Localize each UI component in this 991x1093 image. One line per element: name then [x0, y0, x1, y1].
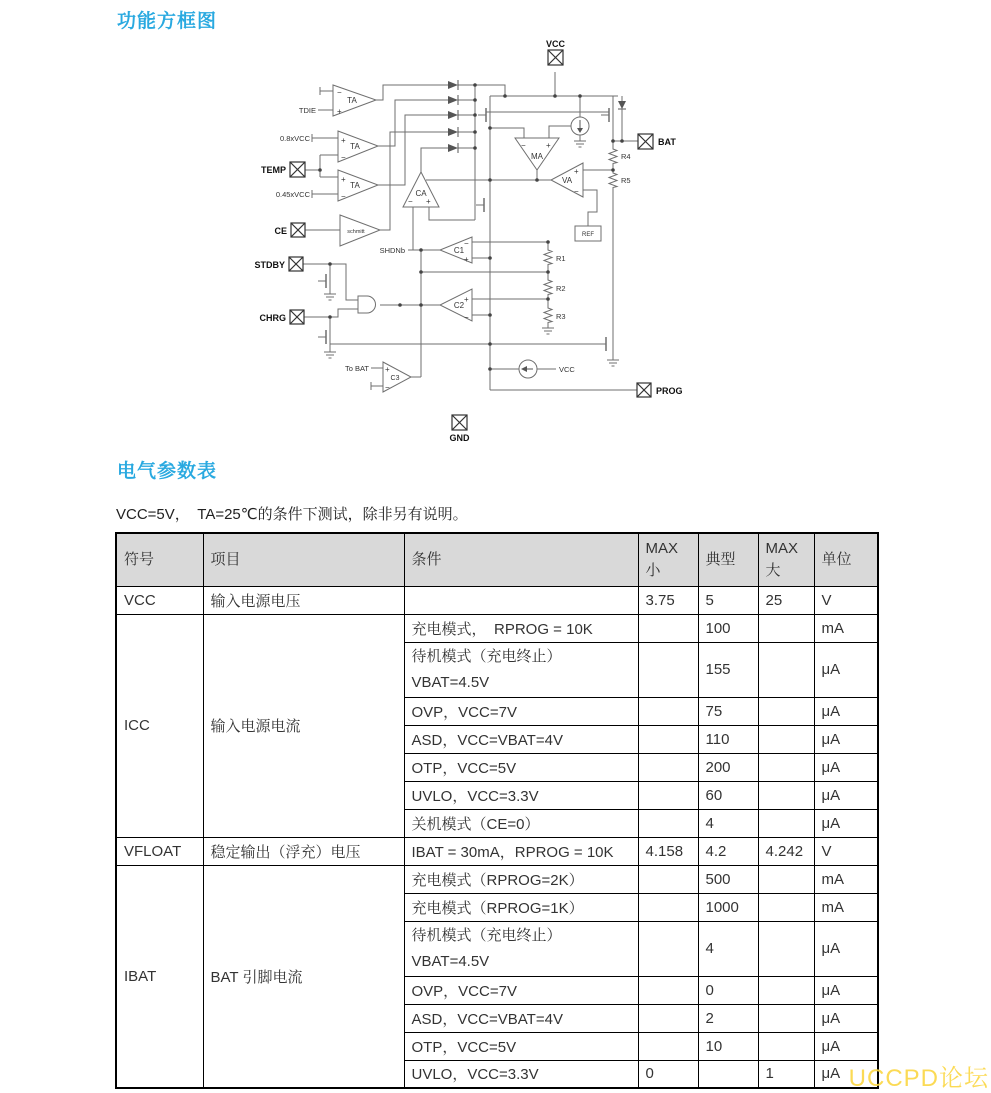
cell-typ: 100 — [698, 614, 758, 642]
cell-symbol: ICC — [116, 614, 203, 837]
svg-text:+: + — [574, 167, 579, 176]
svg-text:C2: C2 — [453, 301, 465, 310]
cell-typ: 75 — [698, 697, 758, 725]
cell-max: 4.242 — [758, 837, 814, 865]
svg-text:−: − — [574, 187, 579, 196]
col-header-max: MAX大 — [758, 533, 814, 586]
cell-min — [638, 1032, 698, 1060]
pin-label-chrg: CHRG — [259, 313, 286, 323]
cell-max — [758, 1032, 814, 1060]
cell-unit: μA — [814, 976, 878, 1004]
cell-cond: 待机模式（充电终止） VBAT=4.5V — [404, 642, 638, 697]
cell-typ — [698, 1060, 758, 1088]
cell-unit: V — [814, 586, 878, 614]
pin-bat — [638, 134, 653, 149]
cell-typ: 155 — [698, 642, 758, 697]
cell-item: 稳定输出（浮充）电压 — [203, 837, 404, 865]
cell-cond — [404, 586, 638, 614]
svg-text:+: + — [546, 141, 551, 150]
col-header-condition: 条件 — [404, 533, 638, 586]
cell-cond: 充电模式（RPROG=1K） — [404, 893, 638, 921]
cell-item: BAT 引脚电流 — [203, 865, 404, 1088]
forum-watermark: UCCPD论坛 — [848, 1065, 989, 1092]
section-title-block-diagram: 功能方框图 — [117, 11, 218, 32]
svg-text:R2: R2 — [556, 284, 566, 293]
pin-gnd — [452, 415, 467, 430]
col-header-item: 项目 — [203, 533, 404, 586]
svg-text:0.45xVCC: 0.45xVCC — [275, 190, 310, 199]
functional-block-diagram — [0, 0, 991, 450]
cell-typ: 10 — [698, 1032, 758, 1060]
pin-label-gnd: GND — [449, 433, 470, 443]
svg-text:−: − — [337, 88, 342, 97]
cell-min: 0 — [638, 1060, 698, 1088]
cell-min — [638, 697, 698, 725]
cell-cond: OTP，VCC=5V — [404, 753, 638, 781]
svg-text:R5: R5 — [621, 176, 631, 185]
cell-typ: 4 — [698, 921, 758, 976]
cell-cond: UVLO，VCC=3.3V — [404, 781, 638, 809]
svg-text:VA: VA — [561, 176, 573, 185]
svg-text:0.8xVCC: 0.8xVCC — [279, 134, 310, 143]
section-title-electrical-params: 电气参数表 — [117, 461, 218, 482]
svg-text:R3: R3 — [556, 312, 566, 321]
cell-cond: OVP，VCC=7V — [404, 976, 638, 1004]
cell-cond: 充电模式， RPROG = 10K — [404, 614, 638, 642]
svg-text:−: − — [341, 192, 346, 201]
pin-stdby — [289, 257, 303, 271]
svg-text:REF: REF — [582, 232, 594, 238]
pin-label-stdby: STDBY — [254, 260, 285, 270]
cell-min: 3.75 — [638, 586, 698, 614]
svg-text:TA: TA — [350, 142, 360, 151]
col-header-min: MAX小 — [638, 533, 698, 586]
cell-unit: μA — [814, 921, 878, 976]
svg-text:SHDNb: SHDNb — [379, 246, 405, 255]
cell-min — [638, 753, 698, 781]
cell-max — [758, 921, 814, 976]
cell-max — [758, 976, 814, 1004]
cell-cond: UVLO，VCC=3.3V — [404, 1060, 638, 1088]
col-header-unit: 单位 — [814, 533, 878, 586]
cell-min — [638, 893, 698, 921]
svg-text:VCC: VCC — [559, 365, 575, 374]
cell-unit: μA — [814, 725, 878, 753]
pin-chrg — [290, 310, 304, 324]
svg-text:−: − — [385, 383, 390, 392]
cell-min — [638, 725, 698, 753]
pin-temp — [290, 162, 305, 177]
cell-cond: ASD，VCC=VBAT=4V — [404, 1004, 638, 1032]
cell-max — [758, 893, 814, 921]
cell-cond: ASD，VCC=VBAT=4V — [404, 725, 638, 753]
cell-typ: 4.2 — [698, 837, 758, 865]
col-header-symbol: 符号 — [116, 533, 203, 586]
cell-min — [638, 865, 698, 893]
svg-text:MA: MA — [531, 152, 543, 161]
table-row — [116, 586, 878, 614]
pin-label-vcc: VCC — [545, 39, 566, 49]
svg-text:schmitt: schmitt — [347, 229, 365, 235]
cell-unit: μA — [814, 781, 878, 809]
table-row — [116, 837, 878, 865]
cell-max — [758, 781, 814, 809]
cell-unit: μA — [814, 809, 878, 837]
pin-prog — [637, 383, 651, 397]
cell-unit: mA — [814, 865, 878, 893]
svg-text:+: + — [341, 136, 346, 145]
cell-min — [638, 976, 698, 1004]
cell-cond: 待机模式（充电终止） VBAT=4.5V — [404, 921, 638, 976]
cell-unit: mA — [814, 614, 878, 642]
cell-typ: 60 — [698, 781, 758, 809]
svg-text:+: + — [385, 365, 390, 374]
cell-unit: μA — [814, 1032, 878, 1060]
cell-min — [638, 921, 698, 976]
pin-label-temp: TEMP — [260, 165, 286, 175]
cell-unit: μA — [814, 642, 878, 697]
electrical-parameters-table — [115, 532, 879, 1089]
cell-max: 1 — [758, 1060, 814, 1088]
cell-min: 4.158 — [638, 837, 698, 865]
pin-ce — [291, 223, 305, 237]
svg-text:TA: TA — [347, 96, 357, 105]
cell-unit: V — [814, 837, 878, 865]
pin-label-bat: BAT — [658, 137, 676, 147]
cell-symbol: VCC — [116, 586, 203, 614]
svg-text:TDIE: TDIE — [298, 106, 316, 115]
svg-text:+: + — [341, 175, 346, 184]
cell-min — [638, 781, 698, 809]
svg-text:TA: TA — [350, 181, 360, 190]
svg-text:C1: C1 — [453, 246, 465, 255]
cell-symbol: IBAT — [116, 865, 203, 1088]
diode-top-right — [618, 101, 626, 109]
table-header-row — [116, 533, 878, 586]
svg-text:−: − — [521, 141, 526, 150]
cell-max — [758, 753, 814, 781]
svg-text:−: − — [408, 197, 413, 206]
cell-min — [638, 642, 698, 697]
svg-text:−: − — [464, 239, 469, 248]
cell-max — [758, 865, 814, 893]
cell-typ: 110 — [698, 725, 758, 753]
table-row — [116, 614, 878, 642]
cell-typ: 200 — [698, 753, 758, 781]
svg-text:−: − — [464, 313, 469, 322]
cell-cond: OTP，VCC=5V — [404, 1032, 638, 1060]
cell-unit: μA — [814, 1060, 878, 1088]
svg-text:+: + — [464, 295, 469, 304]
cell-max — [758, 697, 814, 725]
cell-cond: IBAT = 30mA，RPROG = 10K — [404, 837, 638, 865]
test-condition-note: VCC=5V， TA=25℃的条件下测试，除非另有说明。 — [116, 506, 468, 523]
cell-typ: 5 — [698, 586, 758, 614]
pin-vcc — [548, 50, 563, 65]
svg-text:To BAT: To BAT — [344, 364, 369, 373]
svg-text:−: − — [341, 153, 346, 162]
pin-label-prog: PROG — [656, 386, 683, 396]
cell-max — [758, 642, 814, 697]
cell-max: 25 — [758, 586, 814, 614]
cell-max — [758, 809, 814, 837]
cell-typ: 500 — [698, 865, 758, 893]
cell-max — [758, 1004, 814, 1032]
cell-item: 输入电源电流 — [203, 614, 404, 837]
cell-max — [758, 725, 814, 753]
cell-typ: 0 — [698, 976, 758, 1004]
col-header-typ: 典型 — [698, 533, 758, 586]
cell-symbol: VFLOAT — [116, 837, 203, 865]
svg-text:C3: C3 — [390, 375, 400, 382]
cell-min — [638, 614, 698, 642]
svg-text:+: + — [464, 255, 469, 264]
cell-unit: μA — [814, 697, 878, 725]
cell-unit: μA — [814, 1004, 878, 1032]
svg-text:R1: R1 — [556, 254, 566, 263]
cell-typ: 1000 — [698, 893, 758, 921]
svg-text:R4: R4 — [621, 152, 631, 161]
cell-cond: 关机模式（CE=0） — [404, 809, 638, 837]
cell-cond: 充电模式（RPROG=2K） — [404, 865, 638, 893]
cell-typ: 2 — [698, 1004, 758, 1032]
and-gate — [358, 296, 376, 313]
pin-label-ce: CE — [274, 226, 287, 236]
table-row — [116, 865, 878, 893]
cell-item: 输入电源电压 — [203, 586, 404, 614]
cell-max — [758, 614, 814, 642]
cell-unit: mA — [814, 893, 878, 921]
svg-text:CA: CA — [415, 189, 427, 198]
cell-min — [638, 809, 698, 837]
svg-text:+: + — [426, 197, 431, 206]
cell-typ: 4 — [698, 809, 758, 837]
cell-cond: OVP，VCC=7V — [404, 697, 638, 725]
svg-text:+: + — [337, 107, 342, 116]
cell-min — [638, 1004, 698, 1032]
cell-unit: μA — [814, 753, 878, 781]
